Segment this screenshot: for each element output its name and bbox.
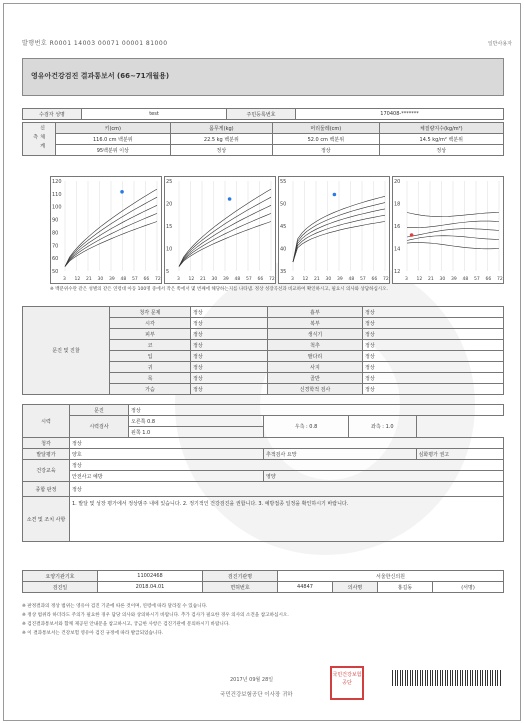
exam-date-value: 2018.04.01	[98, 582, 203, 593]
x-tick-label: 3	[405, 277, 408, 282]
x-tick-label: 72	[383, 277, 389, 282]
x-tick-label: 66	[371, 277, 378, 282]
identity-table	[22, 108, 504, 120]
bmi-value-row: 14.5 kg/m² 백분위	[379, 134, 503, 145]
y-tick-label: 14	[394, 246, 401, 253]
y-tick-label: 12	[394, 269, 401, 275]
exam-r7-b: 정상	[191, 384, 268, 395]
x-tick-label: 39	[109, 277, 115, 282]
exam-r3-b: 정상	[191, 340, 268, 351]
x-tick-label: 72	[269, 277, 275, 282]
exam-r2-c: 생식기	[268, 329, 363, 340]
exam-r5-c: 사지	[268, 362, 363, 373]
x-tick-label: 57	[360, 277, 366, 282]
exam-r2-d: 정상	[363, 329, 504, 340]
exam-r0-b: 정상	[191, 307, 268, 318]
head-status: 정상	[273, 145, 379, 156]
institution-table	[22, 570, 504, 593]
y-tick-label: 15	[166, 224, 173, 230]
exam-r0-a: 청각 문제	[110, 307, 191, 318]
issue-date: 2017년 09월 28일	[230, 677, 274, 683]
exam-r1-b: 정상	[191, 318, 268, 329]
document-barcode	[392, 670, 502, 686]
x-tick-label: 21	[86, 277, 92, 282]
height-header: 키(cm)	[56, 123, 171, 134]
y-tick-label: 90	[52, 217, 59, 224]
child-measurement-point	[228, 197, 232, 201]
signature-cell: (서명)	[433, 582, 504, 593]
x-tick-label: 72	[155, 277, 161, 282]
y-tick-label: 20	[394, 179, 401, 185]
id-value: 170408-*******	[296, 109, 504, 120]
notes-block	[22, 602, 502, 638]
growth-chart-4	[392, 176, 504, 284]
child-measurement-point	[120, 190, 124, 194]
exam-r3-c: 척추	[268, 340, 363, 351]
x-tick-label: 12	[74, 277, 81, 282]
x-tick-label: 39	[223, 277, 229, 282]
y-tick-label: 55	[280, 179, 287, 185]
measurement-table	[22, 122, 504, 156]
y-tick-label: 50	[52, 269, 59, 275]
exam-r1-a: 시각	[110, 318, 191, 329]
note-line: ※ 정상 범위라 하더라도 주의가 필요한 경우 담당 의사와 상의하시기 바랍니다. 추가 검사가 필요한 경우 의사의 소견을 참고하십시오.	[22, 613, 289, 618]
exam-r6-c: 골반	[268, 373, 363, 384]
inst-code-label: 요양기관기호	[23, 571, 98, 582]
exam-r5-b: 정상	[191, 362, 268, 373]
y-tick-label: 50	[280, 201, 287, 208]
doctor-label: 의사명	[333, 582, 378, 593]
exam-r2-a: 피부	[110, 329, 191, 340]
development-opt1: 양호	[70, 449, 264, 460]
child-measurement-point	[333, 193, 337, 197]
x-tick-label: 3	[291, 277, 294, 282]
exam-r3-a: 코	[110, 340, 191, 351]
exam-r7-a: 가슴	[110, 384, 191, 395]
education-label: 건강교육	[23, 460, 70, 482]
y-tick-label: 10	[166, 246, 173, 253]
exam-r4-a: 입	[110, 351, 191, 362]
head-value-row: 52.0 cm 백분위	[273, 134, 379, 145]
exam-r7-d: 정상	[363, 384, 504, 395]
inst-code-value: 11002468	[98, 571, 203, 582]
x-tick-label: 72	[497, 277, 503, 282]
exam-r1-c: 복부	[268, 318, 363, 329]
x-tick-label: 21	[200, 277, 206, 282]
x-tick-label: 12	[416, 277, 423, 282]
y-tick-label: 60	[52, 256, 59, 263]
x-tick-label: 30	[211, 277, 218, 282]
x-tick-label: 48	[120, 277, 127, 282]
overall-value: 정상	[70, 482, 504, 497]
growth-chart-2	[164, 176, 276, 284]
x-tick-label: 66	[257, 277, 264, 282]
vision-left: 좌측 : 1.0	[349, 416, 417, 438]
exam-r7-c: 신경학적 검사	[268, 384, 363, 395]
overall-label: 종합 판정	[23, 482, 70, 497]
vision-label: 시력	[23, 405, 70, 438]
vision-sub1-value: 정상	[129, 405, 504, 416]
x-tick-label: 21	[428, 277, 434, 282]
y-tick-label: 16	[394, 224, 401, 230]
y-tick-label: 35	[280, 269, 287, 275]
height-status: 95백분위 이상	[56, 145, 171, 156]
x-tick-label: 48	[234, 277, 241, 282]
measurement-section-label: 신체계측	[23, 123, 56, 156]
vision-sub2: 시력검사	[70, 416, 129, 438]
exam-r1-d: 정상	[363, 318, 504, 329]
exam-table	[22, 306, 504, 395]
opinion-label: 소견 및 조치 사항	[23, 497, 70, 542]
exam-r5-d: 정상	[363, 362, 504, 373]
exam-r4-b: 정상	[191, 351, 268, 362]
development-opt2: 추적검사 요망	[264, 449, 417, 460]
name-label: 수검자 성명	[23, 109, 82, 120]
growth-chart-1	[50, 176, 162, 284]
x-tick-label: 48	[462, 277, 469, 282]
opinion-text: 1. 발달 및 성장 평가에서 정상범주 내에 있습니다. 2. 정기적인 건강검진을 권합니다. 3. 예방접종 일정을 확인하시기 바랍니다.	[70, 497, 504, 542]
inst-name-label: 검진기관명	[203, 571, 278, 582]
x-tick-label: 57	[246, 277, 252, 282]
development-label: 발달평가	[23, 449, 70, 460]
weight-value-row: 22.5 kg 백분위	[170, 134, 272, 145]
x-tick-label: 57	[474, 277, 480, 282]
x-tick-label: 3	[63, 277, 66, 282]
exam-r6-b: 정상	[191, 373, 268, 384]
x-tick-label: 30	[325, 277, 332, 282]
development-opt3: 심화평가 권고	[416, 449, 503, 460]
x-tick-label: 3	[177, 277, 180, 282]
height-value-row: 116.0 cm 백분위	[56, 134, 171, 145]
x-tick-label: 66	[143, 277, 150, 282]
doctor-value: 홍길동	[378, 582, 433, 593]
growth-chart-3	[278, 176, 390, 284]
official-seal: 국민건강보험공단	[330, 666, 364, 700]
hearing-value: 정상	[70, 438, 504, 449]
note-line: ※ 판정결과의 정상 범위는 영유아 검진 기준에 따른 것이며, 연령에 따라 달라질 수 있습니다.	[22, 604, 208, 609]
education-sub: 안전사고 예방	[70, 471, 264, 482]
document-code: 발행번호 R0001 14003 00071 00001 81000	[22, 40, 168, 47]
weight-status: 정상	[170, 145, 272, 156]
document-right-mark: 일반사용자	[487, 41, 512, 47]
x-tick-label: 57	[132, 277, 138, 282]
exam-r4-d: 정상	[363, 351, 504, 362]
exam-r2-b: 정상	[191, 329, 268, 340]
exam-r0-d: 정상	[363, 307, 504, 318]
vision-sub2-row2: 왼쪽 1.0	[129, 427, 264, 438]
exam-r3-d: 정상	[363, 340, 504, 351]
y-tick-label: 45	[280, 224, 287, 230]
y-tick-label: 20	[166, 201, 173, 208]
education-sub2: 영양	[264, 471, 504, 482]
vision-table	[22, 404, 504, 542]
vision-sub2-row1: 오른쪽 0.8	[129, 416, 264, 427]
x-tick-label: 21	[314, 277, 320, 282]
y-tick-label: 80	[52, 230, 59, 237]
y-tick-label: 70	[52, 243, 59, 250]
note-line: ※ 검진결과통보서와 함께 제공된 안내문을 참고하시고, 궁금한 사항은 검진기관에 문의하시기 바랍니다.	[22, 622, 230, 627]
note-line: ※ 이 결과통보서는 건강보험 영유아 검진 규정에 따라 발급되었습니다.	[22, 631, 164, 636]
license-value: 44847	[278, 582, 333, 593]
x-tick-label: 66	[485, 277, 492, 282]
exam-r6-a: 목	[110, 373, 191, 384]
exam-r0-c: 흉부	[268, 307, 363, 318]
exam-section-label: 문진 및 진찰	[23, 307, 110, 395]
x-tick-label: 12	[188, 277, 195, 282]
y-tick-label: 40	[280, 246, 287, 253]
education-value: 정상	[70, 460, 504, 471]
id-label: 주민등록번호	[227, 109, 296, 120]
x-tick-label: 12	[302, 277, 309, 282]
x-tick-label: 39	[451, 277, 457, 282]
x-tick-label: 30	[97, 277, 104, 282]
exam-r6-d: 정상	[363, 373, 504, 384]
y-tick-label: 110	[52, 191, 62, 198]
name-value: test	[82, 109, 227, 120]
y-tick-label: 100	[52, 204, 62, 211]
head-header: 머리둘레(cm)	[273, 123, 379, 134]
child-measurement-point	[410, 233, 414, 237]
inst-name-value: 서울한신의원	[278, 571, 504, 582]
exam-r5-a: 귀	[110, 362, 191, 373]
weight-header: 몸무게(kg)	[170, 123, 272, 134]
vision-sub1: 문진	[70, 405, 129, 416]
x-tick-label: 39	[337, 277, 343, 282]
issuing-organization: 국민건강보험공단 이사장 귀하	[220, 692, 293, 698]
x-tick-label: 48	[348, 277, 355, 282]
vision-right: 우측 : 0.8	[264, 416, 349, 438]
bmi-header: 체질량지수(kg/m²)	[379, 123, 503, 134]
y-tick-label: 120	[52, 179, 62, 185]
measurement-note: ※ 백분위수란 같은 성별의 같은 연령대 아동 100명 중에서 작은 쪽에서 몇 번째에 해당하는지를 나타냄. 정상 성장곡선과 비교하여 확인하시고, 필요시 의사와 상담하십시오.	[50, 287, 388, 292]
license-label: 면허번호	[203, 582, 278, 593]
y-tick-label: 5	[166, 269, 170, 275]
exam-date-label: 검진일	[23, 582, 98, 593]
document-title: 영유아건강검진 결과통보서 (66~71개월용)	[31, 72, 170, 80]
x-tick-label: 30	[439, 277, 446, 282]
y-tick-label: 25	[166, 179, 173, 185]
hearing-label: 청각	[23, 438, 70, 449]
exam-r4-c: 팔다리	[268, 351, 363, 362]
y-tick-label: 18	[394, 201, 401, 208]
document-title-bar	[22, 58, 504, 96]
bmi-status: 정상	[379, 145, 503, 156]
